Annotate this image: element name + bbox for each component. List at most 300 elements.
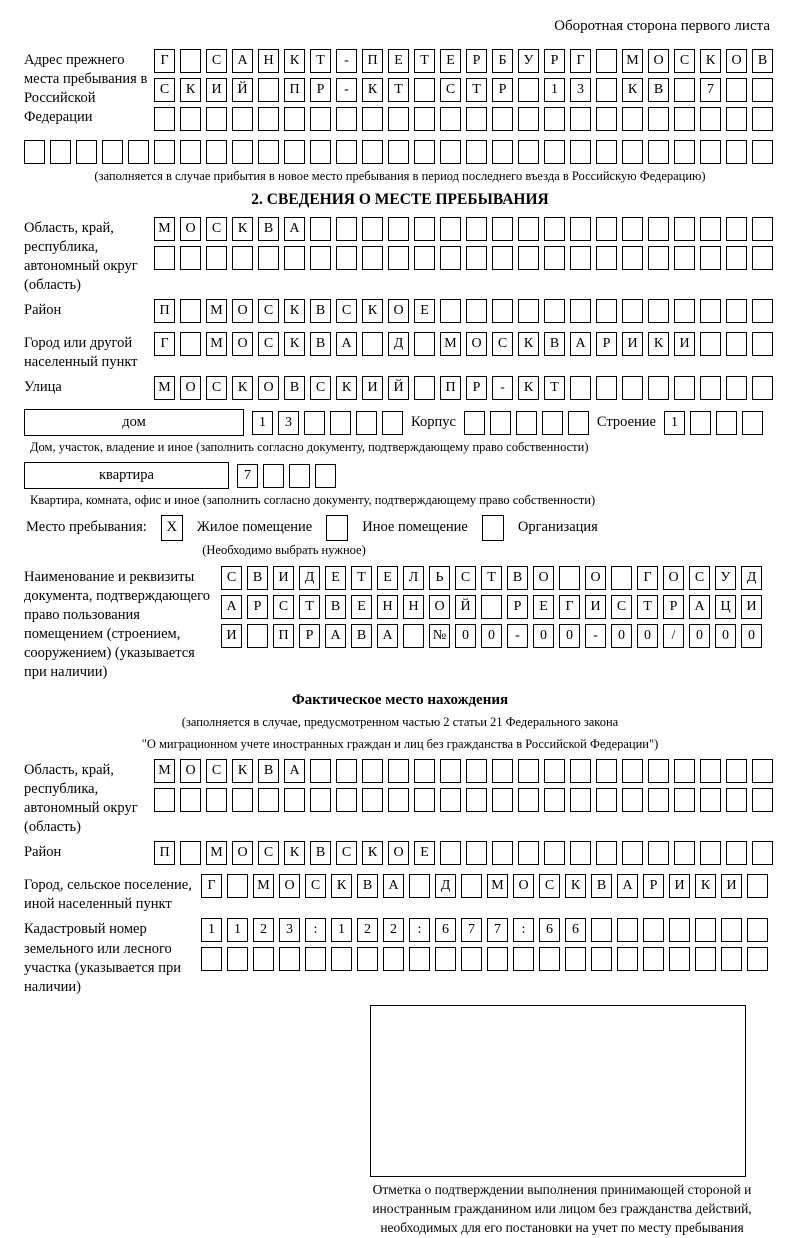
char-cell: И: [622, 332, 643, 356]
char-cell: [622, 376, 643, 400]
char-cell: 2: [383, 918, 404, 942]
char-cell: [24, 140, 45, 164]
char-cell: [544, 246, 565, 270]
char-cell: [700, 246, 721, 270]
char-cell: [752, 841, 773, 865]
actual-district-label: Район: [24, 844, 62, 861]
char-cell: [263, 464, 284, 488]
char-cell: [747, 918, 768, 942]
char-cell: [700, 140, 721, 164]
char-cell: М: [253, 874, 274, 898]
char-cell: К: [180, 78, 201, 102]
cadastral-label: Кадастровый номер земельного или лесного участка (указывается при наличии): [24, 921, 181, 995]
char-cell: И: [669, 874, 690, 898]
char-cell: [466, 759, 487, 783]
char-cell: С: [336, 841, 357, 865]
char-cell: [227, 947, 248, 971]
char-cell: О: [232, 299, 253, 323]
char-cell: [591, 947, 612, 971]
char-cell: К: [284, 332, 305, 356]
char-cell: В: [752, 49, 773, 73]
char-cell: [487, 947, 508, 971]
char-cell: Т: [388, 78, 409, 102]
char-cell: [513, 947, 534, 971]
char-cell: [648, 788, 669, 812]
char-cell: [461, 874, 482, 898]
char-cell: [154, 107, 175, 131]
char-cell: [490, 411, 511, 435]
char-cell: [695, 947, 716, 971]
char-cell: [440, 788, 461, 812]
char-cell: [154, 788, 175, 812]
prev-address-row-1: [154, 49, 773, 73]
char-cell: К: [362, 78, 383, 102]
char-cell: С: [336, 299, 357, 323]
char-cell: 0: [455, 624, 476, 648]
char-cell: [310, 759, 331, 783]
char-cell: [596, 299, 617, 323]
char-cell: О: [429, 595, 450, 619]
char-cell: Е: [388, 49, 409, 73]
char-cell: [752, 217, 773, 241]
char-cell: [362, 217, 383, 241]
char-cell: [726, 841, 747, 865]
char-cell: [596, 788, 617, 812]
char-cell: Т: [310, 49, 331, 73]
char-cell: [674, 78, 695, 102]
char-cell: 0: [533, 624, 554, 648]
char-cell: 6: [565, 918, 586, 942]
char-cell: [596, 376, 617, 400]
char-cell: К: [232, 217, 253, 241]
char-cell: [492, 759, 513, 783]
char-cell: [336, 107, 357, 131]
char-cell: [596, 217, 617, 241]
char-cell: [440, 140, 461, 164]
char-cell: К: [565, 874, 586, 898]
char-cell: [440, 299, 461, 323]
char-cell: [726, 299, 747, 323]
char-cell: М: [206, 332, 227, 356]
char-cell: М: [206, 841, 227, 865]
char-cell: [622, 217, 643, 241]
char-cell: В: [284, 376, 305, 400]
char-cell: [128, 140, 149, 164]
char-cell: К: [284, 49, 305, 73]
char-cell: [596, 107, 617, 131]
char-cell: В: [544, 332, 565, 356]
actual-district-row: [154, 841, 773, 865]
char-cell: [247, 624, 268, 648]
char-cell: [622, 841, 643, 865]
char-cell: 0: [637, 624, 658, 648]
char-cell: 0: [689, 624, 710, 648]
char-cell: [336, 759, 357, 783]
prev-address-grid: [154, 49, 773, 136]
char-cell: [284, 107, 305, 131]
char-cell: [180, 841, 201, 865]
stay-place-row: [26, 515, 776, 541]
char-cell: О: [232, 841, 253, 865]
char-cell: Е: [440, 49, 461, 73]
char-cell: 3: [279, 918, 300, 942]
char-cell: [648, 299, 669, 323]
char-cell: [622, 299, 643, 323]
char-cell: 0: [481, 624, 502, 648]
char-cell: [568, 411, 589, 435]
char-cell: К: [336, 376, 357, 400]
char-cell: :: [513, 918, 534, 942]
char-cell: У: [518, 49, 539, 73]
char-cell: О: [726, 49, 747, 73]
char-cell: [570, 841, 591, 865]
char-cell: 0: [559, 624, 580, 648]
char-cell: А: [336, 332, 357, 356]
char-cell: Р: [247, 595, 268, 619]
char-cell: [518, 759, 539, 783]
char-cell: [440, 107, 461, 131]
char-cell: О: [180, 376, 201, 400]
section2-title: 2. СВЕДЕНИЯ О МЕСТЕ ПРЕБЫВАНИЯ: [251, 190, 549, 208]
char-cell: Р: [466, 376, 487, 400]
char-cell: 7: [700, 78, 721, 102]
document-block: [24, 566, 776, 683]
char-cell: 1: [201, 918, 222, 942]
option-label-zhiloe: Жилое помещение: [196, 519, 313, 536]
option-label-inoe: Иное помещение: [362, 519, 468, 536]
char-cell: [596, 759, 617, 783]
char-cell: [336, 140, 357, 164]
street-label: Улица: [24, 379, 62, 396]
char-cell: [310, 217, 331, 241]
checkbox-inoe: [326, 515, 348, 541]
char-cell: [258, 788, 279, 812]
char-cell: О: [466, 332, 487, 356]
char-cell: [518, 788, 539, 812]
char-cell: [466, 299, 487, 323]
char-cell: [747, 947, 768, 971]
char-cell: [492, 246, 513, 270]
char-cell: Т: [481, 566, 502, 590]
char-cell: [726, 140, 747, 164]
char-cell: [596, 246, 617, 270]
char-cell: 1: [544, 78, 565, 102]
char-cell: [492, 107, 513, 131]
char-cell: [435, 947, 456, 971]
char-cell: [700, 376, 721, 400]
document-row-3: [221, 624, 762, 648]
char-cell: Д: [299, 566, 320, 590]
char-cell: [362, 759, 383, 783]
char-cell: [544, 788, 565, 812]
document-label: Наименование и реквизиты документа, подтверждающего право пользования помещением (строением, сооружением) (указывается при наличии): [24, 568, 210, 681]
char-cell: Р: [643, 874, 664, 898]
char-cell: [617, 947, 638, 971]
char-cell: И: [674, 332, 695, 356]
char-cell: [310, 788, 331, 812]
char-cell: Н: [258, 49, 279, 73]
char-cell: [310, 107, 331, 131]
char-cell: [648, 107, 669, 131]
char-cell: [622, 107, 643, 131]
char-cell: 2: [253, 918, 274, 942]
stamp-box: [370, 1005, 746, 1177]
char-cell: А: [232, 49, 253, 73]
prev-address-label: Адрес прежнего места пребывания в Российской Федерации: [24, 52, 148, 126]
char-cell: В: [258, 759, 279, 783]
char-cell: О: [180, 217, 201, 241]
char-cell: [362, 788, 383, 812]
char-cell: В: [351, 624, 372, 648]
char-cell: С: [611, 595, 632, 619]
char-cell: [284, 788, 305, 812]
char-cell: [403, 624, 424, 648]
char-cell: К: [331, 874, 352, 898]
char-cell: :: [305, 918, 326, 942]
char-cell: 7: [461, 918, 482, 942]
char-cell: [674, 788, 695, 812]
char-cell: [201, 947, 222, 971]
char-cell: -: [492, 376, 513, 400]
char-cell: Г: [570, 49, 591, 73]
char-cell: О: [279, 874, 300, 898]
char-cell: [388, 759, 409, 783]
actual-region-block: [24, 759, 776, 838]
char-cell: [481, 595, 502, 619]
char-cell: [492, 841, 513, 865]
city-row: [154, 332, 773, 356]
char-cell: [232, 140, 253, 164]
char-cell: -: [336, 49, 357, 73]
char-cell: [674, 759, 695, 783]
char-cell: И: [273, 566, 294, 590]
apartment-cells: [237, 464, 336, 488]
char-cell: [726, 788, 747, 812]
char-cell: -: [336, 78, 357, 102]
char-cell: [648, 759, 669, 783]
char-cell: [388, 246, 409, 270]
char-cell: [440, 759, 461, 783]
char-cell: Г: [637, 566, 658, 590]
street-block: [24, 376, 776, 405]
district-block: [24, 299, 776, 328]
char-cell: Р: [492, 78, 513, 102]
street-row: [154, 376, 773, 400]
char-cell: Р: [466, 49, 487, 73]
char-cell: И: [206, 78, 227, 102]
char-cell: М: [154, 217, 175, 241]
prev-address-row-4: [24, 140, 776, 164]
char-cell: Л: [403, 566, 424, 590]
char-cell: [461, 947, 482, 971]
char-cell: Т: [544, 376, 565, 400]
char-cell: П: [284, 78, 305, 102]
char-cell: Т: [299, 595, 320, 619]
char-cell: Р: [663, 595, 684, 619]
char-cell: П: [440, 376, 461, 400]
char-cell: С: [206, 376, 227, 400]
char-cell: О: [258, 376, 279, 400]
char-cell: М: [622, 49, 643, 73]
char-cell: С: [455, 566, 476, 590]
char-cell: [289, 464, 310, 488]
char-cell: М: [154, 376, 175, 400]
char-cell: Р: [310, 78, 331, 102]
char-cell: О: [533, 566, 554, 590]
char-cell: [414, 759, 435, 783]
char-cell: А: [617, 874, 638, 898]
actual-region-row-1: [154, 759, 773, 783]
char-cell: [466, 246, 487, 270]
char-cell: [362, 107, 383, 131]
char-cell: Е: [325, 566, 346, 590]
char-cell: Р: [299, 624, 320, 648]
char-cell: 6: [435, 918, 456, 942]
char-cell: [383, 947, 404, 971]
char-cell: [284, 246, 305, 270]
char-cell: [674, 107, 695, 131]
district-label: Район: [24, 302, 62, 319]
char-cell: [279, 947, 300, 971]
char-cell: [414, 332, 435, 356]
house-note: Дом, участок, владение и иное (заполнить согласно документу, подтверждающему право собственности): [30, 440, 589, 455]
char-cell: Ь: [429, 566, 450, 590]
char-cell: А: [221, 595, 242, 619]
char-cell: [669, 947, 690, 971]
char-cell: [382, 411, 403, 435]
char-cell: [700, 788, 721, 812]
char-cell: А: [284, 217, 305, 241]
document-row-2: [221, 595, 762, 619]
char-cell: Е: [414, 841, 435, 865]
char-cell: [492, 299, 513, 323]
char-cell: [180, 299, 201, 323]
char-cell: 6: [539, 918, 560, 942]
char-cell: [752, 299, 773, 323]
char-cell: [414, 217, 435, 241]
char-cell: Т: [637, 595, 658, 619]
char-cell: И: [362, 376, 383, 400]
char-cell: Р: [544, 49, 565, 73]
char-cell: В: [310, 299, 331, 323]
char-cell: [648, 246, 669, 270]
char-cell: [180, 788, 201, 812]
actual-location-note-1: (заполняется в случае, предусмотренном частью 2 статьи 21 Федерального закона: [181, 715, 619, 730]
char-cell: [721, 947, 742, 971]
char-cell: [570, 107, 591, 131]
char-cell: [206, 107, 227, 131]
char-cell: [622, 788, 643, 812]
stay-place-note: (Необходимо выбрать нужное): [202, 542, 366, 557]
char-cell: [648, 140, 669, 164]
char-cell: К: [695, 874, 716, 898]
apartment-note: Квартира, комната, офис и иное (заполнить согласно документу, подтверждающему право собственности): [30, 493, 596, 507]
char-cell: С: [310, 376, 331, 400]
char-cell: [414, 107, 435, 131]
char-cell: Е: [351, 595, 372, 619]
char-cell: [356, 411, 377, 435]
char-cell: [726, 217, 747, 241]
char-cell: [206, 788, 227, 812]
char-cell: В: [258, 217, 279, 241]
char-cell: О: [513, 874, 534, 898]
cadastral-grid: [201, 918, 768, 976]
house-number-cells: [252, 411, 403, 435]
char-cell: [700, 759, 721, 783]
apartment-box: квартира: [24, 462, 229, 489]
char-cell: [695, 918, 716, 942]
char-cell: К: [284, 841, 305, 865]
char-cell: [414, 788, 435, 812]
char-cell: [690, 411, 711, 435]
char-cell: [414, 78, 435, 102]
char-cell: [570, 246, 591, 270]
char-cell: А: [689, 595, 710, 619]
char-cell: 0: [611, 624, 632, 648]
char-cell: [674, 140, 695, 164]
char-cell: А: [377, 624, 398, 648]
char-cell: Д: [741, 566, 762, 590]
stamp-area: [24, 1005, 776, 1238]
char-cell: П: [362, 49, 383, 73]
char-cell: С: [440, 78, 461, 102]
char-cell: [414, 376, 435, 400]
char-cell: [752, 107, 773, 131]
char-cell: Е: [414, 299, 435, 323]
char-cell: [674, 376, 695, 400]
char-cell: [284, 140, 305, 164]
char-cell: 3: [278, 411, 299, 435]
char-cell: С: [674, 49, 695, 73]
char-cell: [622, 140, 643, 164]
cadastral-row-1: [201, 918, 768, 942]
char-cell: [752, 246, 773, 270]
char-cell: Е: [377, 566, 398, 590]
region-row-2: [154, 246, 773, 270]
char-cell: К: [622, 78, 643, 102]
char-cell: К: [232, 376, 253, 400]
char-cell: 1: [227, 918, 248, 942]
char-cell: [518, 107, 539, 131]
prev-address-block: [24, 49, 776, 136]
char-cell: [726, 246, 747, 270]
actual-location-title: Фактическое место нахождения: [291, 692, 509, 709]
house-box: дом: [24, 409, 244, 436]
char-cell: /: [663, 624, 684, 648]
char-cell: [518, 217, 539, 241]
char-cell: [596, 49, 617, 73]
char-cell: А: [570, 332, 591, 356]
char-cell: [669, 918, 690, 942]
char-cell: [643, 947, 664, 971]
char-cell: С: [206, 49, 227, 73]
actual-region-label: Область, край, республика, автономный округ (область): [24, 761, 138, 835]
char-cell: [518, 140, 539, 164]
char-cell: [747, 874, 768, 898]
prev-address-note: (заполняется в случае прибытия в новое место пребывания в период последнего въезда в Российскую Федерацию): [94, 169, 706, 183]
stay-place-label: Место пребывания:: [26, 519, 147, 536]
document-grid: [221, 566, 762, 653]
char-cell: [516, 411, 537, 435]
stroenie-cells: [664, 411, 763, 435]
char-cell: Т: [466, 78, 487, 102]
char-cell: [726, 78, 747, 102]
char-cell: [492, 788, 513, 812]
char-cell: [570, 788, 591, 812]
char-cell: И: [221, 624, 242, 648]
char-cell: С: [258, 841, 279, 865]
char-cell: [76, 140, 97, 164]
